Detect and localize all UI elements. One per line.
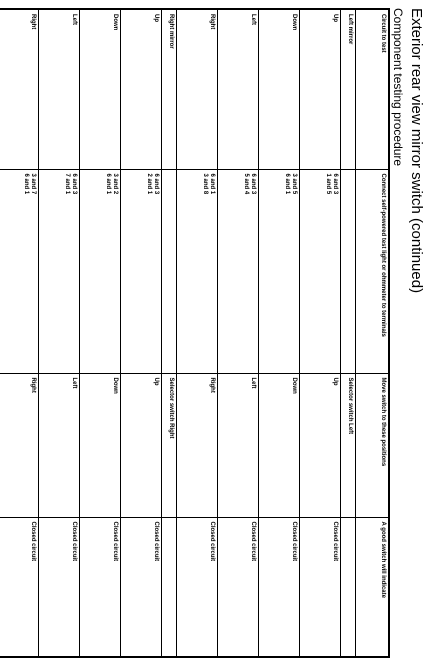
cell-terminals — [341, 169, 356, 373]
terminal-pair: 3 and 2 — [112, 173, 118, 195]
cell-position: Down — [259, 373, 300, 517]
cell-position: Up — [300, 373, 341, 517]
cell-circuit: Right — [177, 9, 218, 169]
cell-position: Right — [177, 373, 218, 517]
cell-result: Closed circuit — [218, 517, 259, 657]
cell-result: Closed circuit — [0, 517, 39, 657]
terminal-pair: 7 and 1 — [64, 173, 71, 195]
cell-position: Selector switch Right — [162, 373, 177, 517]
table-row — [177, 9, 218, 657]
testing-procedure-table — [0, 8, 390, 658]
cell-terminals — [177, 169, 218, 373]
page-subtitle: Component testing procedure — [391, 8, 405, 167]
page-title: Exterior rear view mirror switch (continued) — [408, 8, 425, 294]
cell-result: Closed circuit — [177, 517, 218, 657]
table-row — [0, 9, 39, 657]
cell-terminals — [39, 169, 80, 373]
cell-result — [341, 517, 356, 657]
cell-result: Closed circuit — [259, 517, 300, 657]
terminal-pair: 3 and 8 — [202, 173, 209, 195]
cell-result: Closed circuit — [39, 517, 80, 657]
terminal-pair: 3 and 5 — [291, 173, 297, 195]
cell-terminals — [121, 169, 162, 373]
terminal-pair: 6 and 1 — [23, 173, 30, 195]
header-circuit: Circuit to test — [356, 9, 390, 169]
cell-result: Closed circuit — [121, 517, 162, 657]
terminal-pair: 6 and 1 — [105, 173, 112, 195]
cell-position: Left — [39, 373, 80, 517]
cell-circuit: Left — [39, 9, 80, 169]
cell-terminals — [162, 169, 177, 373]
table-row — [162, 9, 177, 657]
terminal-pair: 1 and 5 — [325, 173, 332, 195]
cell-circuit: Right — [0, 9, 39, 169]
table-row — [121, 9, 162, 657]
terminal-pair: 5 and 4 — [243, 173, 250, 195]
cell-position: Right — [0, 373, 39, 517]
table-row — [80, 9, 121, 657]
cell-terminals — [80, 169, 121, 373]
cell-circuit: Up — [121, 9, 162, 169]
cell-circuit: Down — [259, 9, 300, 169]
table-row — [300, 9, 341, 657]
table-row — [218, 9, 259, 657]
terminal-pair: 6 and 3 — [250, 173, 256, 195]
cell-position: Left — [218, 373, 259, 517]
cell-terminals — [218, 169, 259, 373]
terminal-pair: 6 and 3 — [153, 173, 159, 195]
terminal-pair: 6 and 3 — [71, 173, 77, 195]
terminal-pair: 6 and 1 — [284, 173, 291, 195]
table-row — [341, 9, 356, 657]
terminal-pair: 2 and 1 — [146, 173, 153, 195]
terminal-pair: 3 and 7 — [30, 173, 36, 195]
cell-position: Selector switch Left — [341, 373, 356, 517]
table-row — [39, 9, 80, 657]
table-row — [259, 9, 300, 657]
cell-terminals — [259, 169, 300, 373]
cell-position: Down — [80, 373, 121, 517]
cell-terminals — [0, 169, 39, 373]
cell-circuit: Right mirror — [162, 9, 177, 169]
cell-circuit: Down — [80, 9, 121, 169]
header-position: Move switch to these positions — [356, 373, 390, 517]
terminal-pair: 6 and 1 — [209, 173, 215, 195]
cell-result: Closed circuit — [80, 517, 121, 657]
cell-result: Closed circuit — [300, 517, 341, 657]
table-header-row — [356, 9, 390, 657]
cell-terminals — [300, 169, 341, 373]
header-result: A good switch will indicate — [356, 517, 390, 657]
cell-circuit: Up — [300, 9, 341, 169]
cell-result — [162, 517, 177, 657]
cell-position: Up — [121, 373, 162, 517]
cell-circuit: Left — [218, 9, 259, 169]
cell-circuit: Left mirror — [341, 9, 356, 169]
header-terminals: Connect self-powered test light or ohmmeter to terminals — [356, 169, 390, 373]
terminal-pair: 6 and 3 — [332, 173, 338, 195]
